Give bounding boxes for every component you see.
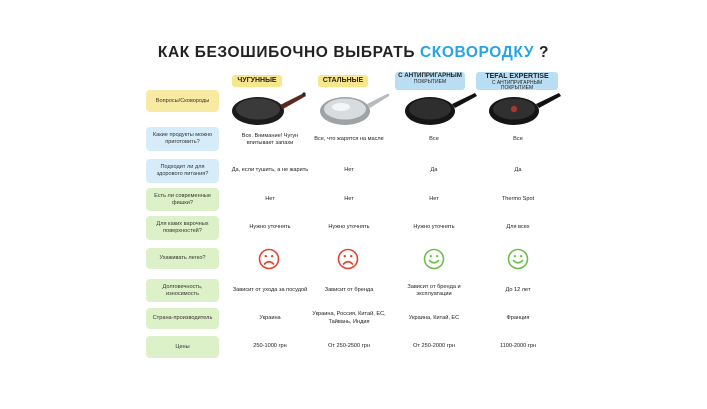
column-label: TEFAL EXPERTISE (485, 73, 549, 80)
title-highlight: СКОВОРОДКУ (419, 44, 535, 61)
row-label-features: Есть ли современные фишки? (146, 188, 219, 211)
cell-tefal: Франция (506, 314, 530, 321)
cell-steel: Украина, Россия, Китай, ЕС, Тайвань, Индия (312, 311, 386, 325)
cell-nonstick: Нет (429, 195, 439, 202)
cell-cast-iron: Да, если тушить, а не жарить (231, 167, 309, 174)
cell-tefal: Thermo Spot (501, 195, 535, 202)
row-label-country: Страна-производитель (146, 308, 219, 329)
cell-tefal: 1100-2000 грн (499, 343, 537, 350)
cast-iron-pan-image (228, 89, 308, 131)
cell-cast-iron: Нет (265, 195, 275, 202)
column-header-cast-iron (232, 75, 282, 87)
cell-nonstick: Нужно уточнять (413, 224, 455, 231)
column-label: С АНТИПРИГАРНЫМ (398, 72, 462, 79)
row-label-surfaces: Для каких варочных поверхностей? (146, 216, 219, 240)
cell-nonstick: Украина, Китай, ЕС (408, 314, 460, 321)
happy-face-icon (507, 248, 529, 270)
cell-steel: Все, что жарятся на масле (314, 136, 384, 143)
title-prefix: КАК БЕЗОШИБОЧНО ВЫБРАТЬ (157, 44, 416, 61)
column-label: ЧУГУННЫЕ (237, 77, 277, 84)
cell-steel: Нужно уточнять (328, 224, 370, 231)
happy-face-icon (423, 248, 445, 270)
cell-tefal: Да (514, 167, 522, 174)
row-label-products: Какие продукты можно приготовить? (146, 127, 219, 151)
cell-cast-iron: Зависит от ухода за посудой (232, 287, 308, 294)
row-label-easy-care: Ухаживать легко? (146, 248, 219, 269)
cell-cast-iron: Украина (259, 314, 281, 321)
row-label-healthy: Подходит ли для здорового питания? (146, 159, 219, 183)
column-sublabel: ПОКРЫТИЕМ (413, 78, 447, 85)
column-header-steel (318, 75, 368, 87)
cell-tefal: Все (513, 136, 523, 143)
cell-steel: Нет (344, 195, 354, 202)
cell-cast-iron: Нужно уточнять (249, 224, 291, 231)
cell-nonstick: Зависит от бренда и эксплуатации (407, 283, 461, 297)
cell-steel: Нет (344, 167, 354, 174)
tefal-pan-image (482, 89, 562, 131)
column-header-tefal (476, 72, 558, 90)
cell-cast-iron: Все. Внимание! Чугун впитывает запахи (241, 132, 299, 146)
header-row-label: Вопросы/Сковороды (146, 90, 219, 112)
cell-steel: От 250-2500 грн (328, 343, 370, 350)
cell-tefal: До 12 лет (505, 287, 531, 294)
cell-tefal: Для всех (506, 224, 530, 231)
page-title (0, 44, 707, 62)
steel-pan-image (313, 89, 393, 131)
cell-steel: Зависит от бренда (324, 287, 374, 294)
row-label-price: Цены (146, 336, 219, 358)
cell-cast-iron: 250-1000 грн (253, 343, 287, 350)
cell-nonstick: Да (430, 167, 438, 174)
column-header-nonstick (395, 72, 465, 90)
sad-face-icon (337, 248, 359, 270)
row-label-durability: Долговечность, износимость (146, 279, 219, 302)
title-suffix: ? (539, 44, 550, 61)
column-sublabel: С АНТИПРИГАРНЫМ ПОКРЫТИЕМ (491, 79, 543, 91)
cell-nonstick: От 250-2000 грн (413, 343, 455, 350)
cell-nonstick: Все (429, 136, 439, 143)
sad-face-icon (258, 248, 280, 270)
nonstick-pan-image (398, 89, 478, 131)
column-label: СТАЛЬНЫЕ (322, 77, 364, 84)
